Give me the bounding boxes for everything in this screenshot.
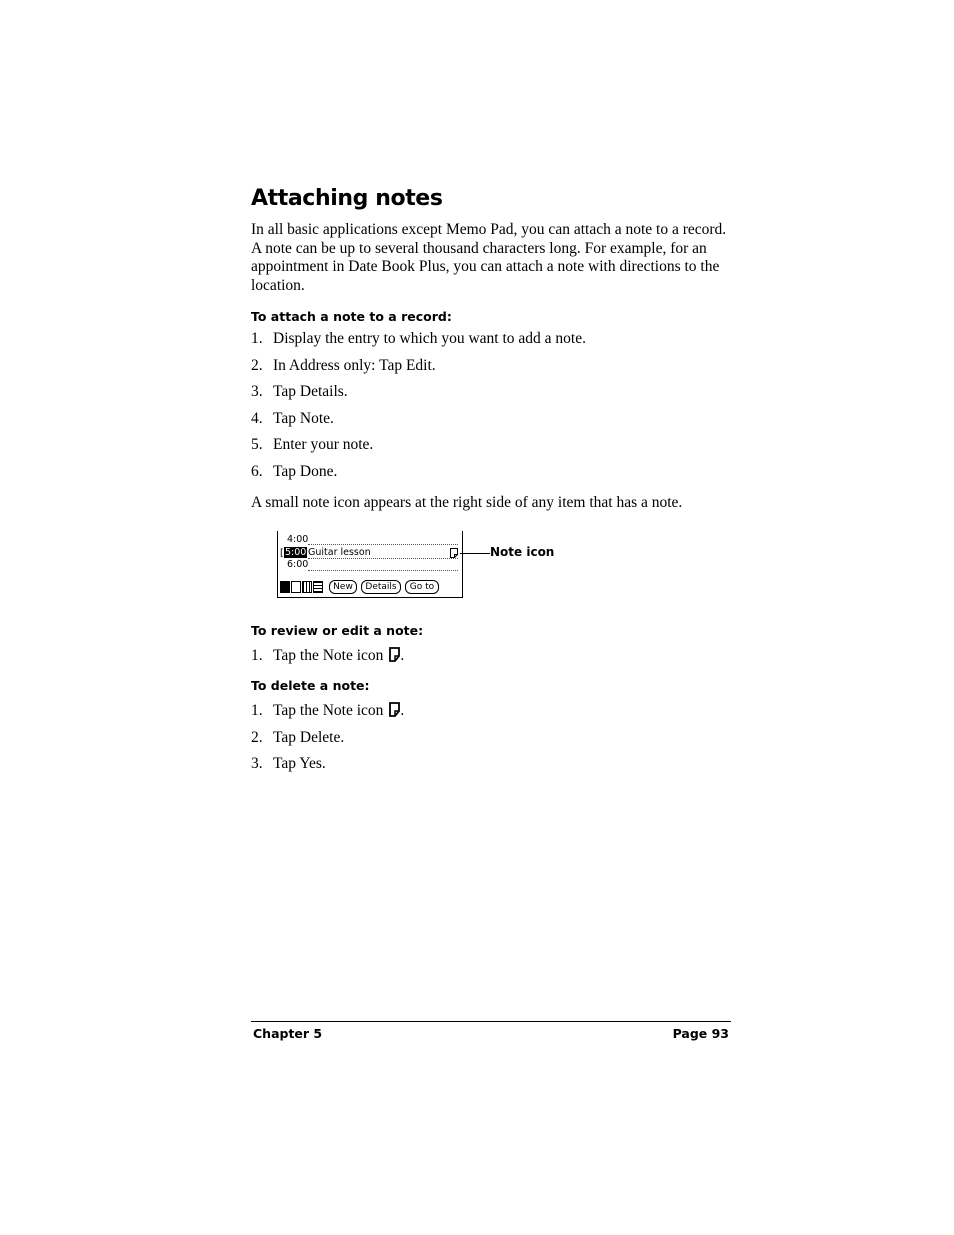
list-item: 2. In Address only: Tap Edit. xyxy=(251,356,436,374)
list-item: 3. Tap Details. xyxy=(251,383,348,400)
list-item: 4. Tap Note. xyxy=(251,409,334,427)
note-icon-sentence: A small note icon appears at the right side of any item that has a note. xyxy=(251,494,683,511)
divider xyxy=(308,544,458,545)
details-button[interactable]: Details xyxy=(361,580,401,594)
callout-line xyxy=(460,553,490,554)
list-item: 1. Tap the Note icon . xyxy=(251,702,405,719)
note-icon xyxy=(389,647,400,662)
list-item: 5. Enter your note. xyxy=(251,436,374,453)
week-view-icon[interactable] xyxy=(291,581,301,593)
review-steps xyxy=(251,647,404,674)
page-title: Attaching notes xyxy=(251,186,443,211)
note-icon xyxy=(389,702,400,717)
month-view-icon[interactable] xyxy=(302,581,312,593)
time-label: 6:00 xyxy=(287,559,309,570)
delete-steps xyxy=(251,702,404,782)
new-button[interactable]: New xyxy=(329,580,357,594)
delete-heading: To delete a note: xyxy=(251,678,370,693)
footer-chapter: Chapter 5 xyxy=(253,1026,323,1041)
divider xyxy=(308,558,458,559)
note-icon-callout: Note icon xyxy=(490,545,555,559)
review-heading: To review or edit a note: xyxy=(251,623,424,638)
footer-rule xyxy=(251,1021,731,1022)
attach-steps xyxy=(251,330,586,489)
footer-page-number: Page 93 xyxy=(672,1026,729,1041)
list-item: 3. Tap Yes. xyxy=(251,755,326,772)
divider xyxy=(308,570,458,571)
intro-paragraph: In all basic applications except Memo Pad, you can attach a note to a record. A note can be up to several thousand characters long. For example, for an appointment in Date Book Plus, you can attach a note with directions to the location. xyxy=(251,221,727,295)
attach-heading: To attach a note to a record: xyxy=(251,309,452,324)
event-text: Guitar lesson xyxy=(308,547,371,558)
list-item: 2. Tap Delete. xyxy=(251,728,345,746)
list-item: 6. Tap Done. xyxy=(251,462,338,480)
list-view-icon[interactable] xyxy=(313,581,323,593)
list-item: 1. Tap the Note icon . xyxy=(251,647,405,664)
day-view-icon[interactable] xyxy=(280,581,290,593)
time-label-selected: 5:00 xyxy=(285,547,307,558)
bracket: [ xyxy=(280,548,284,559)
time-label: 4:00 xyxy=(287,534,309,545)
datebook-screenshot xyxy=(277,531,463,599)
list-item: 1. Display the entry to which you want to add a note. xyxy=(251,330,586,347)
goto-button[interactable]: Go to xyxy=(405,580,439,594)
note-icon[interactable] xyxy=(450,548,458,558)
